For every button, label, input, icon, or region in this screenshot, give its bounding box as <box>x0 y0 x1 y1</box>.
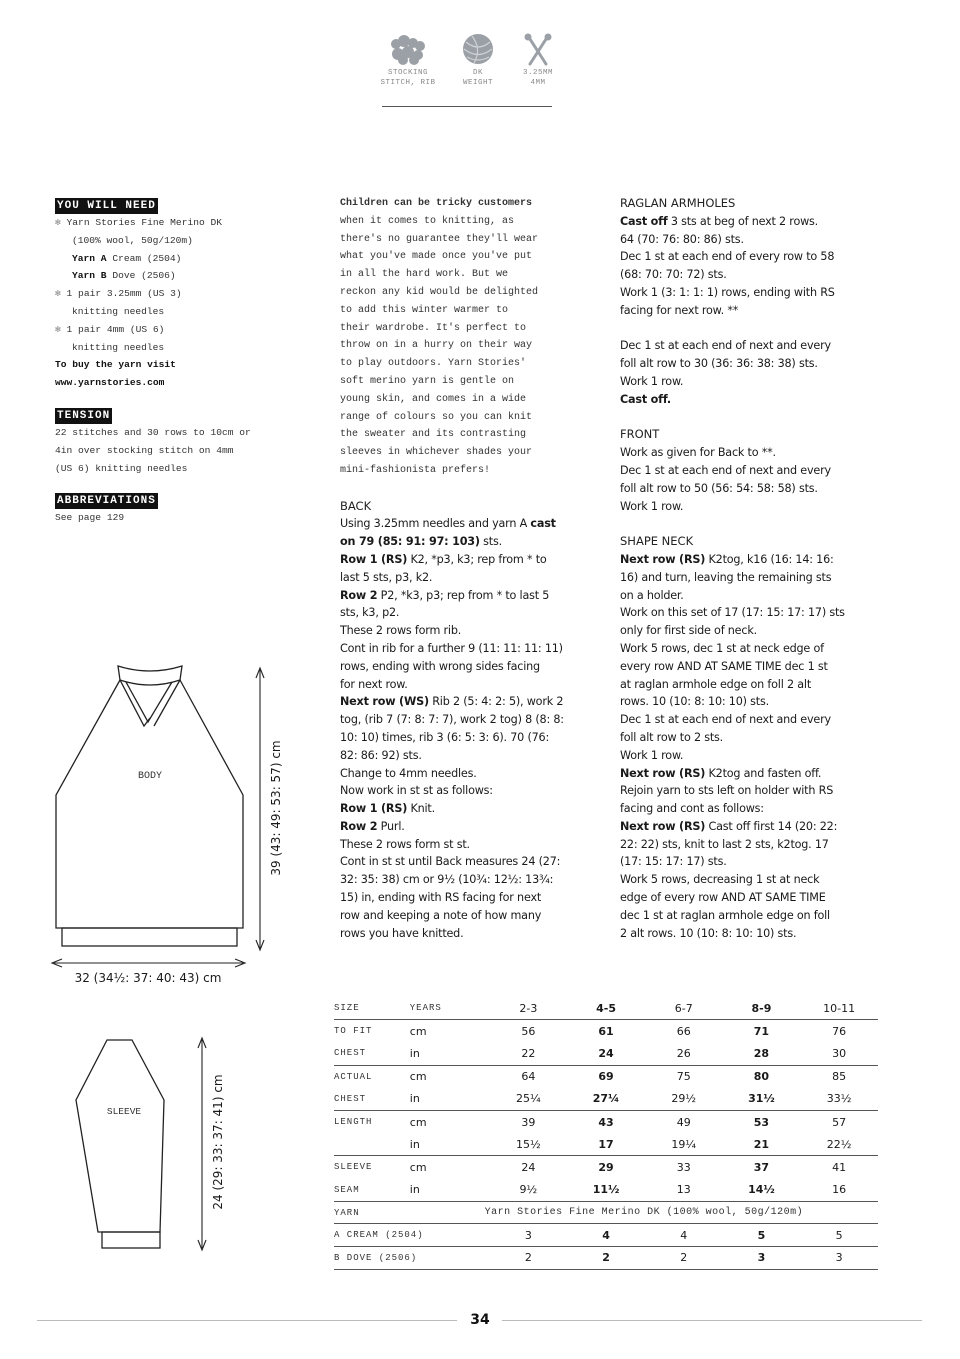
table-cell: 5 <box>723 1224 801 1247</box>
bullet-icon: ✻ <box>55 217 67 228</box>
table-cell: 17 <box>567 1133 645 1156</box>
intro-line: reckon any kid would be delighted <box>340 286 539 298</box>
table-cell: 19¼ <box>645 1133 723 1156</box>
front-line: foll alt row to 30 (36: 36: 38: 38) sts. <box>620 357 818 371</box>
table-cell: 66 <box>676 1024 691 1038</box>
intro-line: sleeves in whichever shades your <box>340 447 533 459</box>
row-label: Next row (RS) <box>620 819 706 833</box>
needle-caption-1: 3.25MM <box>522 69 553 77</box>
abbreviations-heading: ABBREVIATIONS <box>57 495 156 508</box>
back-line-bold: cast <box>530 517 556 531</box>
weight-group <box>448 32 508 88</box>
yarn-row <box>334 1201 878 1224</box>
front-line: 2 alt rows. 10 (10: 8: 10: 10) sts. <box>620 926 797 940</box>
intro-line: throw on in a hurry on their way <box>340 340 533 352</box>
front-line: Dec 1 st at each end of next and every <box>620 339 831 353</box>
table-cell: 29½ <box>645 1088 723 1111</box>
intro-line: soft merino yarn is gentle on <box>340 375 515 387</box>
dove-label: B DOVE (2506) <box>334 1247 490 1270</box>
row-text: Rib 2 (5: 4: 2: 5), work 2 <box>428 695 564 709</box>
back-line: tog, (rib 7 (7: 8: 7: 7), work 2 tog) 8 (8: 8: <box>340 713 564 727</box>
back-line: Using 3.25mm needles and yarn A <box>340 517 528 531</box>
table-cell: 75 <box>676 1070 691 1084</box>
table-cell: 43 <box>598 1115 614 1129</box>
table-row <box>334 1042 878 1065</box>
intro-line: to add this winter warmer to <box>340 304 509 316</box>
table-cell: 21 <box>723 1133 801 1156</box>
row-text: K2tog, k16 (16: 14: 16: <box>705 552 834 566</box>
table-cell: 56 <box>521 1024 536 1038</box>
yarn-description: Yarn Stories Fine Merino DK (100% wool, 50g/120m) <box>410 1201 878 1224</box>
front-line: at raglan armhole edge on foll 2 alt <box>620 677 812 691</box>
row-label: LENGTH <box>334 1117 373 1128</box>
yarn-b-value: Dove (2506) <box>112 270 176 282</box>
table-cell: 3 <box>800 1247 878 1270</box>
body-width-label: 32 (34½: 37: 40: 43) cm <box>74 971 222 985</box>
back-cast-on: on 79 (85: 91: 97: 103) <box>340 535 480 549</box>
table-cell: 71 <box>753 1024 770 1038</box>
table-cell: 14½ <box>723 1179 801 1202</box>
raglan-heading: RAGLAN ARMHOLES <box>620 196 736 210</box>
needles-2: 1 pair 4mm (US 6) <box>66 323 165 335</box>
back-line: 10: 10) times, rib 3 (6: 5: 3: 6). 70 (76: <box>340 730 550 744</box>
back-line: Now work in st st as follows: <box>340 784 493 798</box>
front-line: (68: 70: 70: 72) sts. <box>620 268 727 282</box>
unit-cm: cm <box>409 1160 427 1174</box>
intro-line: to play outdoors. Yarn Stories' <box>340 358 527 370</box>
table-cell: 64 <box>521 1070 536 1084</box>
table-cell: 69 <box>598 1070 614 1084</box>
yarn-url-link[interactable]: www.yarnstories.com <box>55 377 165 389</box>
row-label: Row 1 (RS) <box>340 552 408 566</box>
row-text: 3 sts at beg of next 2 rows. <box>667 214 819 228</box>
size-table <box>334 997 878 1270</box>
footer-rule-right <box>502 1320 922 1321</box>
intro-line: mini-fashionista prefers! <box>340 464 491 476</box>
table-cell: 2 <box>645 1247 723 1270</box>
unit-in: in <box>410 1088 490 1111</box>
row-label: Next row (RS) <box>620 766 706 780</box>
table-cell: 4 <box>645 1224 723 1247</box>
yarn-a-label: Yarn A <box>72 252 107 264</box>
page-number: 34 <box>470 1312 490 1328</box>
front-line: every row AND AT SAME TIME dec 1 st <box>620 659 828 673</box>
unit-cm: cm <box>409 1070 427 1084</box>
unit-cm: cm <box>409 1024 427 1038</box>
front-line: facing for next row. ** <box>620 303 739 317</box>
row-label: Row 2 <box>340 588 378 602</box>
back-heading: BACK <box>340 498 372 513</box>
front-line: Work 1 (3: 1: 1: 1) rows, ending with RS <box>620 285 835 299</box>
tension-heading: TENSION <box>57 409 111 422</box>
tension-text-2: 4in over stocking stitch on 4mm <box>55 444 234 456</box>
row-label: SEAM <box>334 1179 410 1202</box>
yarn-b-label: Yarn B <box>72 270 107 282</box>
yarn-composition: (100% wool, 50g/120m) <box>72 234 193 246</box>
row-label: ACTUAL <box>334 1071 373 1082</box>
table-cell: 11½ <box>567 1179 645 1202</box>
stitch-caption-1: STOCKING <box>387 69 428 77</box>
back-line: Cont in rib for a further 9 (11: 11: 11: 11) <box>340 641 563 655</box>
size-column-header: 2-3 <box>490 997 568 1020</box>
cream-label: A CREAM (2504) <box>334 1224 490 1247</box>
row-label: Next row (WS) <box>340 695 429 709</box>
sleeve-schematic <box>60 1030 240 1280</box>
back-line: Cont in st st until Back measures 24 (27: <box>340 855 561 869</box>
front-line: Dec 1 st at each end of next and every <box>620 713 831 727</box>
row-text: K2tog and fasten off. <box>705 766 822 780</box>
table-row <box>334 1020 878 1043</box>
row-text: Purl. <box>377 819 405 833</box>
table-cell: 37 <box>753 1160 770 1174</box>
table-cell: 13 <box>645 1179 723 1202</box>
back-column <box>340 195 590 942</box>
weight-caption-1: DK <box>472 69 483 77</box>
needles-1-desc: knitting needles <box>72 305 165 317</box>
unit-in: in <box>410 1042 490 1065</box>
front-line: foll alt row to 2 sts. <box>620 730 724 744</box>
needles-icon <box>518 32 558 66</box>
stitch-caption-2: STITCH, RIB <box>380 79 436 87</box>
table-cell: 15½ <box>490 1133 568 1156</box>
table-cell: 27¼ <box>567 1088 645 1111</box>
front-line: 22: 22) sts, knit to last 2 sts, k2tog. 17 <box>620 837 829 851</box>
row-label: TO FIT <box>334 1026 373 1037</box>
front-line: 16) and turn, leaving the remaining sts <box>620 570 832 584</box>
abbreviations-text: See page 129 <box>55 512 125 524</box>
table-row <box>334 1156 878 1179</box>
needle-group <box>508 32 568 88</box>
front-line: foll alt row to 50 (56: 54: 58: 58) sts. <box>620 481 818 495</box>
intro-line-0: Children can be tricky customers <box>340 198 533 209</box>
table-cell: 33 <box>676 1160 691 1174</box>
bullet-icon: ✻ <box>55 288 67 300</box>
back-line: Change to 4mm needles. <box>340 766 477 780</box>
row-text: K2, *p3, k3; rep from * to <box>407 552 547 566</box>
row-label: SLEEVE <box>334 1162 373 1173</box>
body-schematic <box>40 660 300 990</box>
cream-row <box>334 1224 878 1247</box>
table-cell: 33½ <box>800 1088 878 1111</box>
table-cell: 9½ <box>490 1179 568 1202</box>
table-cell: 57 <box>832 1115 847 1129</box>
size-column-header: 4-5 <box>567 997 645 1020</box>
yarn-ball-icon <box>458 32 498 66</box>
table-cell: 85 <box>832 1070 847 1084</box>
row-label: CHEST <box>334 1088 410 1111</box>
table-row <box>334 1110 878 1133</box>
table-cell: 22 <box>490 1042 568 1065</box>
table-cell: 41 <box>832 1160 847 1174</box>
table-cell: 3 <box>490 1224 568 1247</box>
back-line: rows you have knitted. <box>340 926 464 940</box>
row-label: Next row (RS) <box>620 552 706 566</box>
front-line: on a holder. <box>620 588 684 602</box>
back-line: 82: 86: 92) sts. <box>340 748 422 762</box>
table-cell: 76 <box>832 1024 847 1038</box>
unit-cm: cm <box>409 1115 427 1129</box>
table-row <box>334 1133 878 1156</box>
table-cell: 5 <box>800 1224 878 1247</box>
table-row <box>334 1179 878 1202</box>
weight-caption-2: WEIGHT <box>462 79 493 87</box>
unit-in: in <box>410 1133 490 1156</box>
front-column <box>620 195 880 942</box>
yarn-line: Yarn Stories Fine Merino DK <box>66 217 222 228</box>
back-line: 15) in, ending with RS facing for next <box>340 891 542 905</box>
row-text: Cast off first 14 (20: 22: <box>705 819 838 833</box>
back-line: rows, ending with wrong sides facing <box>340 659 540 673</box>
you-will-need-heading: YOU WILL NEED <box>57 200 156 212</box>
front-line: (17: 15: 17: 17) sts. <box>620 855 727 869</box>
intro-paragraph <box>340 195 590 480</box>
dove-row <box>334 1247 878 1270</box>
front-line: Work 1 row. <box>620 748 684 762</box>
table-cell: 3 <box>723 1247 801 1270</box>
table-cell: 80 <box>753 1070 770 1084</box>
table-cell: 31½ <box>723 1088 801 1111</box>
front-line: dec 1 st at raglan armhole edge on foll <box>620 908 830 922</box>
table-cell: 2 <box>567 1247 645 1270</box>
intro-line: their wardrobe. It's perfect to <box>340 322 527 334</box>
shape-neck-heading: SHAPE NECK <box>620 534 694 549</box>
yarn-skeins-icon <box>388 32 428 66</box>
stitch-type-group <box>378 32 438 88</box>
body-label: BODY <box>137 771 163 782</box>
size-column-header: 6-7 <box>645 997 723 1020</box>
size-column-header: 10-11 <box>800 997 878 1020</box>
table-cell: 26 <box>645 1042 723 1065</box>
back-line: These 2 rows form st st. <box>340 837 470 851</box>
materials-column <box>55 195 295 527</box>
intro-line: when it comes to knitting, as <box>340 215 515 227</box>
row-label: CHEST <box>334 1042 410 1065</box>
row-label: Row 1 (RS) <box>340 802 408 816</box>
body-height-label: 39 (43: 49: 53: 57) cm <box>269 740 283 876</box>
needle-caption-2: 4MM <box>530 79 546 87</box>
front-line: only for first side of neck. <box>620 624 757 638</box>
row-text: last 5 sts, p3, k2. <box>340 570 433 584</box>
front-line: Work 1 row. <box>620 374 684 388</box>
front-line: Work 5 rows, dec 1 st at neck edge of <box>620 641 824 655</box>
table-cell: 16 <box>800 1179 878 1202</box>
back-line: These 2 rows form rib. <box>340 624 462 638</box>
needles-1: 1 pair 3.25mm (US 3) <box>66 288 182 300</box>
table-cell: 30 <box>800 1042 878 1065</box>
bullet-icon: ✻ <box>55 323 67 335</box>
front-line: rows. 10 (10: 8: 10: 10) sts. <box>620 695 769 709</box>
back-line: 32: 35: 38) cm or 9½ (10¾: 12½: 13¾: <box>340 873 554 887</box>
cast-off-label: Cast off. <box>620 392 671 406</box>
table-cell: 28 <box>723 1042 801 1065</box>
table-cell: 61 <box>598 1024 614 1038</box>
row-text: Knit. <box>407 802 435 816</box>
intro-line: there's no guarantee they'll wear <box>340 233 539 245</box>
front-heading: FRONT <box>620 427 660 442</box>
size-column-header: 8-9 <box>723 997 801 1020</box>
header-rule <box>382 106 552 107</box>
needles-2-desc: knitting needles <box>72 341 165 353</box>
table-cell: 49 <box>676 1115 691 1129</box>
back-line: sts. <box>479 535 502 549</box>
table-row <box>334 1065 878 1088</box>
table-row <box>334 1088 878 1111</box>
row-label: Cast off <box>620 214 668 228</box>
front-line: edge of every row AND AT SAME TIME <box>620 891 826 905</box>
row-text: P2, *k3, p3; rep from * to last 5 <box>377 588 550 602</box>
front-line: Dec 1 st at each end of next and every <box>620 463 831 477</box>
front-line: Work 1 row. <box>620 499 684 513</box>
tension-text-3: (US 6) knitting needles <box>55 462 188 474</box>
row-label <box>334 1133 410 1156</box>
table-cell: 25¼ <box>490 1088 568 1111</box>
yarn-row-label: YARN <box>334 1201 410 1224</box>
intro-line: in all the hard work. But we <box>340 269 509 281</box>
table-cell: 4 <box>567 1224 645 1247</box>
intro-line: range of colours so you can knit <box>340 411 533 423</box>
intro-line: young skin, and comes in a wide <box>340 393 527 405</box>
intro-line: the sweater and its contrasting <box>340 429 527 441</box>
row-text: sts, k3, p2. <box>340 606 400 620</box>
row-label: Row 2 <box>340 819 378 833</box>
table-cell: 24 <box>521 1160 536 1174</box>
sleeve-length-label: 24 (29: 33: 37: 41) cm <box>211 1074 225 1210</box>
front-line: Work on this set of 17 (17: 15: 17: 17) sts <box>620 606 845 620</box>
table-cell: 24 <box>567 1042 645 1065</box>
back-line: for next row. <box>340 677 408 691</box>
table-cell: 29 <box>598 1160 614 1174</box>
tension-text-1: 22 stitches and 30 rows to 10cm or <box>55 426 251 438</box>
buy-line: To buy the yarn visit <box>55 359 176 371</box>
back-line: row and keeping a note of how many <box>340 908 542 922</box>
table-header-row <box>334 997 878 1020</box>
table-cell: 2 <box>490 1247 568 1270</box>
footer-rule-left <box>37 1320 457 1321</box>
front-line: Dec 1 st at each end of every row to 58 <box>620 250 835 264</box>
header-icons <box>378 32 578 112</box>
years-header: YEARS <box>410 997 490 1020</box>
front-line: 64 (70: 76: 80: 86) sts. <box>620 232 744 246</box>
table-cell: 22½ <box>800 1133 878 1156</box>
unit-in: in <box>410 1179 490 1202</box>
size-header: SIZE <box>334 997 410 1020</box>
yarn-a-value: Cream (2504) <box>112 252 182 264</box>
sleeve-label: SLEEVE <box>106 1106 142 1117</box>
front-line: facing and cont as follows: <box>620 802 764 816</box>
front-line: Work 5 rows, decreasing 1 st at neck <box>620 873 820 887</box>
intro-line: what you've made once you've put <box>340 251 533 263</box>
table-cell: 53 <box>753 1115 770 1129</box>
front-line: Work as given for Back to **. <box>620 446 776 460</box>
table-cell: 39 <box>521 1115 536 1129</box>
front-line: Rejoin yarn to sts left on holder with RS <box>620 784 834 798</box>
